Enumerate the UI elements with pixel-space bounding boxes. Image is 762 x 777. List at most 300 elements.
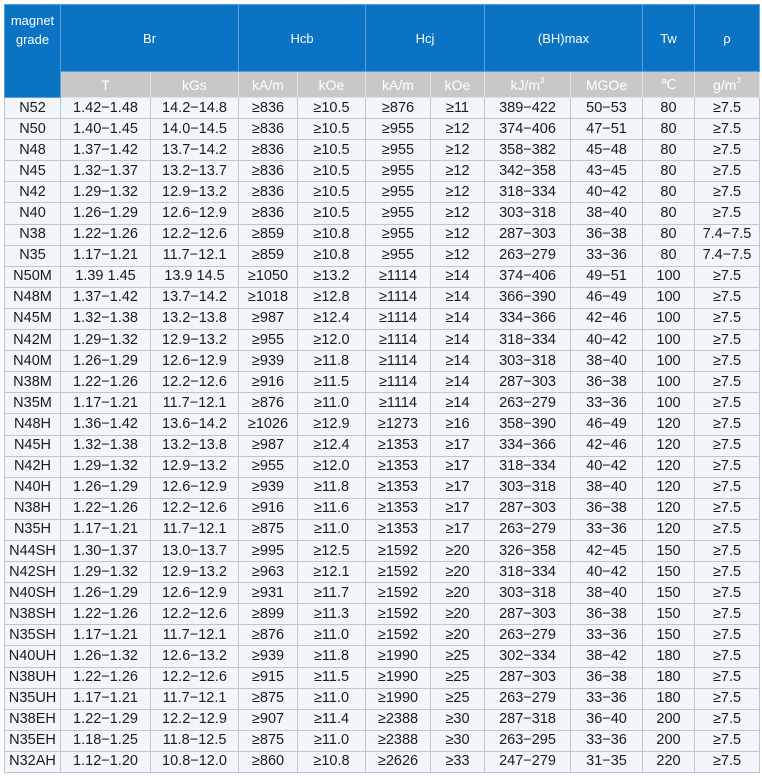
cell-hcb-koe: ≥11.6 — [298, 498, 366, 519]
cell-hcj-koe: ≥11 — [431, 98, 485, 119]
cell-hcb-koe: ≥10.5 — [298, 203, 366, 224]
cell-br-t: 1.22−1.26 — [61, 372, 151, 393]
cell-br-t: 1.37−1.42 — [61, 287, 151, 308]
cell-grade: N48 — [5, 140, 61, 161]
cell-bh-kj: 342−358 — [485, 161, 571, 182]
table-row — [5, 182, 760, 203]
cell-hcj-kam: ≥1592 — [366, 562, 431, 583]
cell-hcb-kam: ≥876 — [239, 625, 298, 646]
cell-bh-kj: 334−366 — [485, 435, 571, 456]
header-hcj: Hcj — [366, 5, 485, 72]
cell-tw: 120 — [643, 498, 695, 519]
cell-rho: ≥7.5 — [695, 351, 760, 372]
cell-grade: N38 — [5, 224, 61, 245]
table-row — [5, 224, 760, 245]
cell-hcj-koe: ≥14 — [431, 330, 485, 351]
cell-bh-kj: 303−318 — [485, 351, 571, 372]
cell-hcb-koe: ≥10.5 — [298, 98, 366, 119]
cell-tw: 200 — [643, 709, 695, 730]
cell-bh-mgoe: 46−49 — [571, 414, 643, 435]
unit-hcj-kam: kA/m — [366, 72, 431, 98]
cell-hcb-koe: ≥12.4 — [298, 308, 366, 329]
cell-hcj-koe: ≥12 — [431, 203, 485, 224]
cell-hcb-kam: ≥915 — [239, 667, 298, 688]
cell-hcj-koe: ≥30 — [431, 730, 485, 751]
unit-hcb-koe: kOe — [298, 72, 366, 98]
cell-bh-mgoe: 33−36 — [571, 730, 643, 751]
cell-bh-kj: 263−279 — [485, 625, 571, 646]
cell-grade: N48M — [5, 287, 61, 308]
cell-hcb-kam: ≥836 — [239, 203, 298, 224]
cell-hcb-koe: ≥11.0 — [298, 519, 366, 540]
cell-hcj-koe: ≥12 — [431, 140, 485, 161]
cell-bh-kj: 389−422 — [485, 98, 571, 119]
cell-br-kgs: 12.6−12.9 — [151, 351, 239, 372]
cell-grade: N35H — [5, 519, 61, 540]
cell-tw: 200 — [643, 730, 695, 751]
cell-br-kgs: 12.9−13.2 — [151, 562, 239, 583]
cell-br-kgs: 11.7−12.1 — [151, 245, 239, 266]
cell-hcj-kam: ≥1353 — [366, 456, 431, 477]
cell-rho: ≥7.5 — [695, 519, 760, 540]
cell-rho: 7.4−7.5 — [695, 224, 760, 245]
cell-bh-kj: 374−406 — [485, 266, 571, 287]
unit-hcb-kam: kA/m — [239, 72, 298, 98]
cell-hcj-kam: ≥1990 — [366, 688, 431, 709]
cell-rho: ≥7.5 — [695, 308, 760, 329]
cell-bh-kj: 287−318 — [485, 709, 571, 730]
cell-br-kgs: 12.2−12.6 — [151, 498, 239, 519]
cell-br-t: 1.36−1.42 — [61, 414, 151, 435]
cell-grade: N40 — [5, 203, 61, 224]
cell-br-t: 1.17−1.21 — [61, 625, 151, 646]
cell-br-t: 1.18−1.25 — [61, 730, 151, 751]
cell-br-t: 1.22−1.29 — [61, 709, 151, 730]
header-hcb: Hcb — [239, 5, 366, 72]
cell-br-t: 1.17−1.21 — [61, 393, 151, 414]
cell-hcj-koe: ≥30 — [431, 709, 485, 730]
cell-bh-mgoe: 38−40 — [571, 203, 643, 224]
cell-hcb-koe: ≥10.8 — [298, 245, 366, 266]
cell-rho: ≥7.5 — [695, 330, 760, 351]
cell-bh-kj: 318−334 — [485, 562, 571, 583]
cell-br-kgs: 12.2−12.6 — [151, 604, 239, 625]
cell-rho: ≥7.5 — [695, 730, 760, 751]
cell-bh-mgoe: 42−45 — [571, 540, 643, 561]
cell-hcb-koe: ≥10.5 — [298, 182, 366, 203]
cell-hcj-kam: ≥1114 — [366, 330, 431, 351]
cell-hcj-koe: ≥25 — [431, 667, 485, 688]
cell-hcj-koe: ≥33 — [431, 751, 485, 772]
table-row — [5, 266, 760, 287]
cell-bh-mgoe: 33−36 — [571, 625, 643, 646]
header-br: Br — [61, 5, 239, 72]
cell-grade: N42M — [5, 330, 61, 351]
cell-bh-kj: 318−334 — [485, 182, 571, 203]
cell-hcb-kam: ≥1050 — [239, 266, 298, 287]
table-row — [5, 372, 760, 393]
cell-grade: N44SH — [5, 540, 61, 561]
cell-bh-kj: 334−366 — [485, 308, 571, 329]
cell-rho: ≥7.5 — [695, 98, 760, 119]
cell-rho: ≥7.5 — [695, 456, 760, 477]
cell-grade: N42SH — [5, 562, 61, 583]
cell-tw: 150 — [643, 604, 695, 625]
cell-grade: N32AH — [5, 751, 61, 772]
cell-bh-kj: 263−279 — [485, 393, 571, 414]
cell-hcj-koe: ≥17 — [431, 519, 485, 540]
unit-bh-kj-text: kJ/m — [510, 76, 541, 93]
unit-br-kgs: kGs — [151, 72, 239, 98]
cell-bh-mgoe: 33−36 — [571, 519, 643, 540]
table-row — [5, 98, 760, 119]
cell-hcj-koe: ≥20 — [431, 583, 485, 604]
cell-bh-kj: 358−390 — [485, 414, 571, 435]
cell-bh-mgoe: 40−42 — [571, 456, 643, 477]
cell-br-t: 1.22−1.26 — [61, 604, 151, 625]
cell-br-kgs: 14.2−14.8 — [151, 98, 239, 119]
cell-hcj-kam: ≥876 — [366, 98, 431, 119]
cell-hcj-kam: ≥2388 — [366, 709, 431, 730]
cell-hcj-kam: ≥1114 — [366, 393, 431, 414]
cell-hcj-kam: ≥1114 — [366, 351, 431, 372]
cell-bh-mgoe: 38−42 — [571, 646, 643, 667]
header-bhmax: (BH)max — [485, 5, 643, 72]
header-row-main — [5, 5, 760, 72]
cell-br-kgs: 12.2−12.6 — [151, 667, 239, 688]
cell-grade: N42H — [5, 456, 61, 477]
cell-bh-kj: 247−279 — [485, 751, 571, 772]
cell-grade: N45M — [5, 308, 61, 329]
cell-br-t: 1.22−1.26 — [61, 224, 151, 245]
cell-bh-kj: 263−279 — [485, 245, 571, 266]
cell-grade: N45 — [5, 161, 61, 182]
cell-grade: N45H — [5, 435, 61, 456]
cell-bh-mgoe: 45−48 — [571, 140, 643, 161]
cell-hcb-kam: ≥876 — [239, 393, 298, 414]
table-row — [5, 540, 760, 561]
cell-hcb-kam: ≥955 — [239, 456, 298, 477]
cell-br-t: 1.26−1.29 — [61, 351, 151, 372]
cell-bh-kj: 358−382 — [485, 140, 571, 161]
cell-hcb-kam: ≥1018 — [239, 287, 298, 308]
header-rho: ρ — [695, 5, 760, 72]
cell-hcj-kam: ≥2388 — [366, 730, 431, 751]
cell-br-t: 1.26−1.29 — [61, 583, 151, 604]
cell-rho: ≥7.5 — [695, 393, 760, 414]
cell-br-kgs: 11.7−12.1 — [151, 625, 239, 646]
cell-bh-mgoe: 47−51 — [571, 119, 643, 140]
cell-br-kgs: 11.7−12.1 — [151, 393, 239, 414]
cell-tw: 100 — [643, 330, 695, 351]
cell-grade: N50M — [5, 266, 61, 287]
cell-br-t: 1.32−1.38 — [61, 308, 151, 329]
cell-hcb-koe: ≥11.4 — [298, 709, 366, 730]
cell-bh-mgoe: 36−38 — [571, 604, 643, 625]
cell-br-t: 1.42−1.48 — [61, 98, 151, 119]
cell-hcb-koe: ≥10.8 — [298, 751, 366, 772]
cell-br-t: 1.26−1.32 — [61, 646, 151, 667]
cell-bh-kj: 303−318 — [485, 203, 571, 224]
cell-br-kgs: 12.9−13.2 — [151, 330, 239, 351]
cell-tw: 150 — [643, 562, 695, 583]
cell-hcb-koe: ≥13.2 — [298, 266, 366, 287]
cell-hcb-kam: ≥987 — [239, 308, 298, 329]
cell-hcb-kam: ≥859 — [239, 224, 298, 245]
cell-br-t: 1.26−1.29 — [61, 477, 151, 498]
cell-tw: 80 — [643, 98, 695, 119]
cell-tw: 150 — [643, 625, 695, 646]
cell-hcj-koe: ≥12 — [431, 182, 485, 203]
cell-br-t: 1.29−1.32 — [61, 562, 151, 583]
cell-br-kgs: 13.7−14.2 — [151, 140, 239, 161]
cell-bh-mgoe: 36−38 — [571, 224, 643, 245]
cell-br-kgs: 12.6−13.2 — [151, 646, 239, 667]
cell-bh-mgoe: 33−36 — [571, 393, 643, 414]
table-row — [5, 604, 760, 625]
table-body — [5, 98, 760, 773]
cell-br-t: 1.26−1.29 — [61, 203, 151, 224]
cell-tw: 180 — [643, 667, 695, 688]
cell-rho: ≥7.5 — [695, 709, 760, 730]
cell-tw: 100 — [643, 287, 695, 308]
cell-bh-kj: 374−406 — [485, 119, 571, 140]
cell-hcb-koe: ≥11.7 — [298, 583, 366, 604]
cell-hcb-kam: ≥907 — [239, 709, 298, 730]
cell-hcj-koe: ≥12 — [431, 119, 485, 140]
cell-bh-mgoe: 31−35 — [571, 751, 643, 772]
cell-bh-kj: 287−303 — [485, 372, 571, 393]
table-row — [5, 393, 760, 414]
cell-tw: 80 — [643, 140, 695, 161]
cell-hcj-kam: ≥955 — [366, 140, 431, 161]
cell-br-t: 1.37−1.42 — [61, 140, 151, 161]
cell-hcj-koe: ≥14 — [431, 372, 485, 393]
cell-tw: 100 — [643, 266, 695, 287]
cell-rho: ≥7.5 — [695, 667, 760, 688]
cell-hcb-kam: ≥987 — [239, 435, 298, 456]
unit-bh-mgoe: MGOe — [571, 72, 643, 98]
cell-rho: ≥7.5 — [695, 119, 760, 140]
table-row — [5, 583, 760, 604]
cell-bh-mgoe: 36−40 — [571, 709, 643, 730]
cell-grade: N35SH — [5, 625, 61, 646]
cell-hcj-kam: ≥1114 — [366, 287, 431, 308]
table-row — [5, 287, 760, 308]
cell-rho: ≥7.5 — [695, 604, 760, 625]
cell-bh-mgoe: 49−51 — [571, 266, 643, 287]
cell-rho: ≥7.5 — [695, 751, 760, 772]
cell-hcj-kam: ≥1592 — [366, 625, 431, 646]
cell-hcj-kam: ≥1592 — [366, 540, 431, 561]
cell-br-t: 1.12−1.20 — [61, 751, 151, 772]
table-row — [5, 519, 760, 540]
cell-tw: 100 — [643, 351, 695, 372]
cell-bh-kj: 287−303 — [485, 604, 571, 625]
cell-hcb-kam: ≥860 — [239, 751, 298, 772]
cell-hcj-kam: ≥1990 — [366, 667, 431, 688]
cell-hcb-koe: ≥11.8 — [298, 477, 366, 498]
cell-hcb-koe: ≥10.8 — [298, 224, 366, 245]
cell-bh-kj: 263−295 — [485, 730, 571, 751]
cell-br-t: 1.17−1.21 — [61, 688, 151, 709]
cell-bh-mgoe: 40−42 — [571, 330, 643, 351]
cell-hcb-kam: ≥836 — [239, 140, 298, 161]
cell-br-kgs: 12.9−13.2 — [151, 456, 239, 477]
header-row-units — [5, 72, 760, 98]
cell-br-kgs: 11.7−12.1 — [151, 519, 239, 540]
cell-rho: ≥7.5 — [695, 625, 760, 646]
cell-br-kgs: 13.0−13.7 — [151, 540, 239, 561]
cell-rho: ≥7.5 — [695, 414, 760, 435]
cell-br-kgs: 11.7−12.1 — [151, 688, 239, 709]
cell-hcj-koe: ≥20 — [431, 562, 485, 583]
cell-grade: N38UH — [5, 667, 61, 688]
cell-tw: 120 — [643, 456, 695, 477]
cell-br-t: 1.22−1.26 — [61, 667, 151, 688]
unit-bh-kj-sup: 3 — [540, 75, 545, 85]
cell-hcb-koe: ≥12.1 — [298, 562, 366, 583]
cell-br-t: 1.29−1.32 — [61, 456, 151, 477]
cell-hcj-kam: ≥1353 — [366, 435, 431, 456]
cell-hcb-kam: ≥916 — [239, 372, 298, 393]
cell-bh-kj: 263−279 — [485, 519, 571, 540]
cell-br-kgs: 14.0−14.5 — [151, 119, 239, 140]
cell-hcb-koe: ≥11.8 — [298, 646, 366, 667]
cell-tw: 180 — [643, 688, 695, 709]
cell-hcb-kam: ≥836 — [239, 98, 298, 119]
table-row — [5, 435, 760, 456]
table-row — [5, 203, 760, 224]
cell-bh-mgoe: 42−46 — [571, 435, 643, 456]
cell-hcb-kam: ≥963 — [239, 562, 298, 583]
cell-hcb-kam: ≥931 — [239, 583, 298, 604]
table-row — [5, 751, 760, 772]
cell-hcj-kam: ≥1592 — [366, 604, 431, 625]
header-magnet-grade — [5, 5, 61, 98]
cell-hcb-koe: ≥11.0 — [298, 688, 366, 709]
cell-hcj-kam: ≥1114 — [366, 372, 431, 393]
cell-hcb-kam: ≥1026 — [239, 414, 298, 435]
cell-hcj-koe: ≥25 — [431, 688, 485, 709]
cell-bh-kj: 303−318 — [485, 477, 571, 498]
table-row — [5, 688, 760, 709]
cell-hcb-koe: ≥10.5 — [298, 119, 366, 140]
cell-br-kgs: 13.2−13.8 — [151, 308, 239, 329]
cell-hcj-kam: ≥955 — [366, 182, 431, 203]
cell-hcb-kam: ≥939 — [239, 646, 298, 667]
cell-tw: 120 — [643, 519, 695, 540]
cell-rho: ≥7.5 — [695, 477, 760, 498]
cell-hcb-koe: ≥11.5 — [298, 667, 366, 688]
cell-bh-mgoe: 50−53 — [571, 98, 643, 119]
cell-tw: 180 — [643, 646, 695, 667]
cell-br-kgs: 12.2−12.9 — [151, 709, 239, 730]
cell-hcj-koe: ≥17 — [431, 456, 485, 477]
cell-rho: ≥7.5 — [695, 266, 760, 287]
cell-bh-mgoe: 33−36 — [571, 245, 643, 266]
cell-rho: ≥7.5 — [695, 182, 760, 203]
cell-hcj-koe: ≥14 — [431, 266, 485, 287]
cell-br-t: 1.39 1.45 — [61, 266, 151, 287]
header-grade-line2: grade — [15, 32, 50, 47]
cell-br-kgs: 12.6−12.9 — [151, 477, 239, 498]
cell-hcj-kam: ≥955 — [366, 203, 431, 224]
cell-bh-mgoe: 36−38 — [571, 372, 643, 393]
cell-hcj-koe: ≥16 — [431, 414, 485, 435]
cell-grade: N42 — [5, 182, 61, 203]
cell-grade: N35M — [5, 393, 61, 414]
cell-hcj-kam: ≥1353 — [366, 519, 431, 540]
header-grade-line1: magnet — [10, 13, 55, 28]
table-row — [5, 140, 760, 161]
cell-br-t: 1.30−1.37 — [61, 540, 151, 561]
cell-bh-mgoe: 40−42 — [571, 182, 643, 203]
unit-br-t: T — [61, 72, 151, 98]
cell-bh-mgoe: 38−40 — [571, 583, 643, 604]
table-row — [5, 414, 760, 435]
cell-rho: ≥7.5 — [695, 562, 760, 583]
cell-hcj-koe: ≥14 — [431, 351, 485, 372]
cell-hcb-koe: ≥11.5 — [298, 372, 366, 393]
cell-rho: 7.4−7.5 — [695, 245, 760, 266]
cell-rho: ≥7.5 — [695, 688, 760, 709]
cell-br-t: 1.32−1.37 — [61, 161, 151, 182]
cell-hcb-koe: ≥12.0 — [298, 330, 366, 351]
cell-br-t: 1.17−1.21 — [61, 519, 151, 540]
table-row — [5, 308, 760, 329]
cell-br-kgs: 13.7−14.2 — [151, 287, 239, 308]
table-row — [5, 161, 760, 182]
cell-bh-mgoe: 36−38 — [571, 667, 643, 688]
cell-hcj-koe: ≥12 — [431, 245, 485, 266]
cell-hcj-koe: ≥17 — [431, 435, 485, 456]
cell-br-kgs: 12.6−12.9 — [151, 203, 239, 224]
cell-hcj-koe: ≥14 — [431, 287, 485, 308]
cell-hcb-koe: ≥11.8 — [298, 351, 366, 372]
cell-grade: N48H — [5, 414, 61, 435]
cell-br-kgs: 12.2−12.6 — [151, 372, 239, 393]
table-row — [5, 245, 760, 266]
cell-grade: N40SH — [5, 583, 61, 604]
cell-bh-kj: 302−334 — [485, 646, 571, 667]
cell-hcb-kam: ≥875 — [239, 519, 298, 540]
cell-br-t: 1.32−1.38 — [61, 435, 151, 456]
cell-hcj-kam: ≥955 — [366, 224, 431, 245]
cell-hcj-kam: ≥955 — [366, 119, 431, 140]
cell-hcj-kam: ≥955 — [366, 245, 431, 266]
cell-bh-kj: 287−303 — [485, 498, 571, 519]
cell-grade: N38SH — [5, 604, 61, 625]
cell-tw: 100 — [643, 308, 695, 329]
cell-rho: ≥7.5 — [695, 583, 760, 604]
cell-tw: 120 — [643, 414, 695, 435]
cell-tw: 150 — [643, 540, 695, 561]
cell-rho: ≥7.5 — [695, 646, 760, 667]
cell-hcb-kam: ≥939 — [239, 351, 298, 372]
cell-grade: N50 — [5, 119, 61, 140]
cell-br-kgs: 12.6−12.9 — [151, 583, 239, 604]
cell-tw: 80 — [643, 203, 695, 224]
cell-tw: 120 — [643, 477, 695, 498]
cell-hcj-kam: ≥1353 — [366, 498, 431, 519]
cell-hcj-kam: ≥1114 — [366, 308, 431, 329]
table-row — [5, 709, 760, 730]
cell-hcb-kam: ≥995 — [239, 540, 298, 561]
cell-grade: N38M — [5, 372, 61, 393]
cell-bh-mgoe: 46−49 — [571, 287, 643, 308]
unit-rho-g-sup: 3 — [736, 75, 741, 85]
